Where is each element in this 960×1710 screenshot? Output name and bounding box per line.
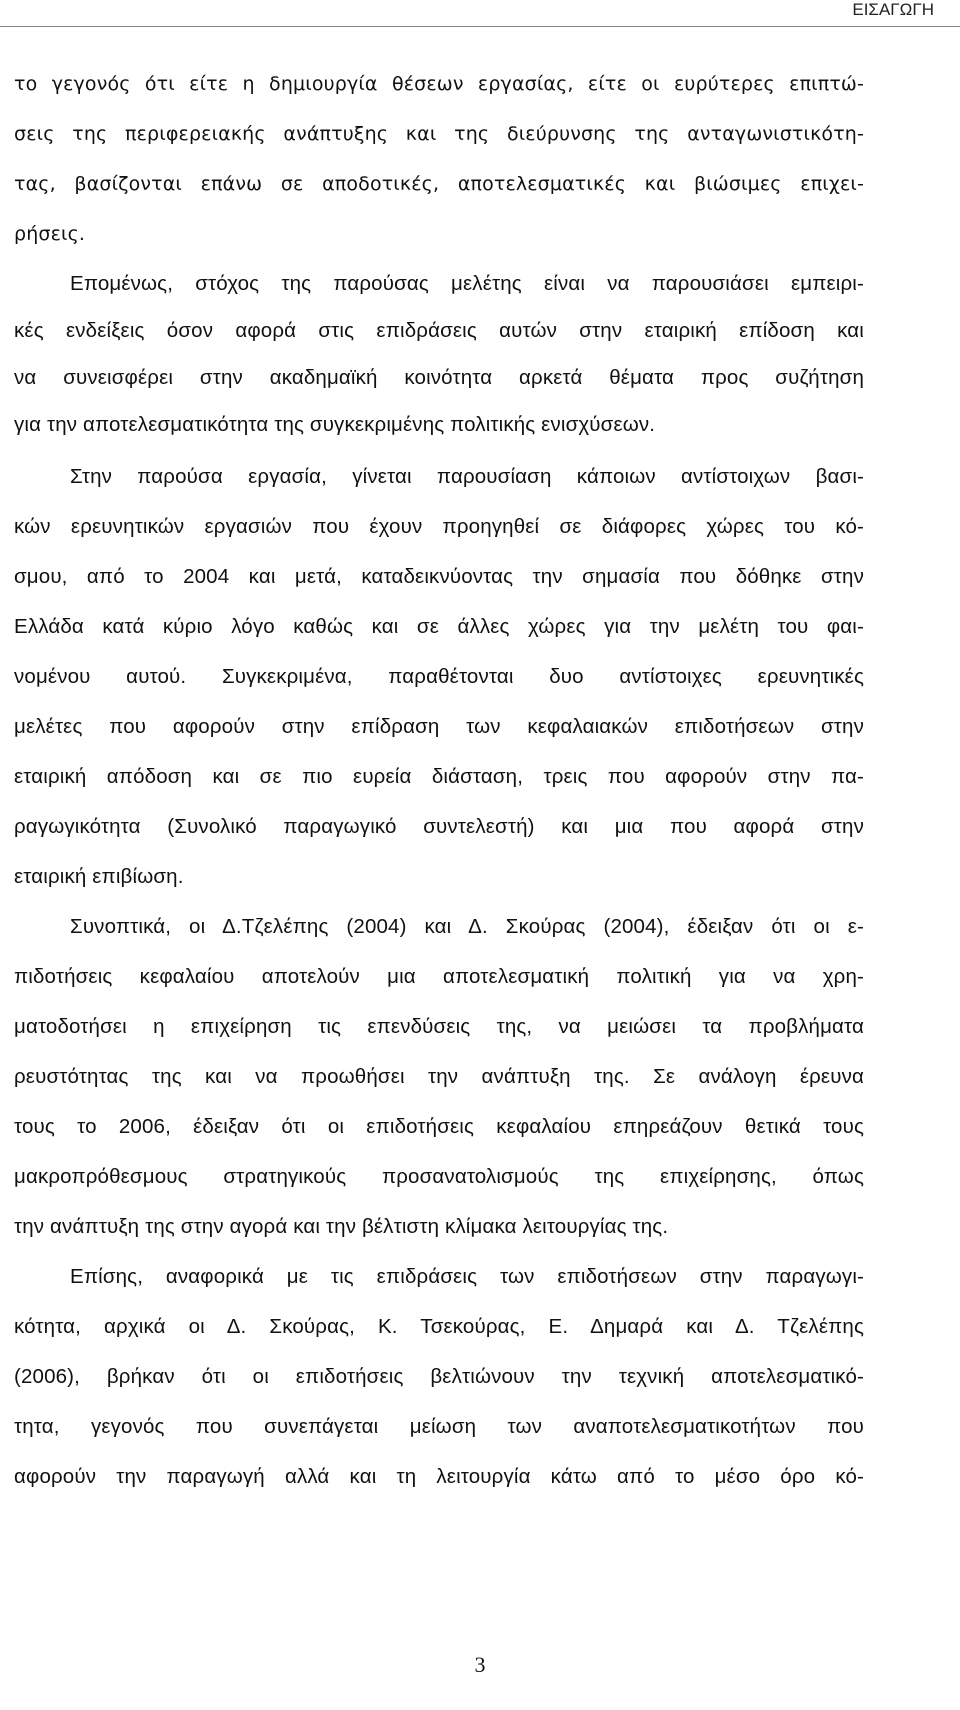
text-line: τας, βασίζονται επάνω σε αποδοτικές, αποτελεσματικές και βιώσιμες επιχει- (14, 173, 864, 195)
text-line: σμου, από το 2004 και μετά, καταδεικνύοντας την σημασία που δόθηκε στην (14, 565, 864, 588)
text-line: για την αποτελεσματικότητα της συγκεκριμένης πολιτικής ενισχύσεων. (14, 413, 656, 436)
text-line: Επομένως, στόχος της παρούσας μελέτης είναι να παρουσιάσει εμπειρι- (70, 272, 864, 295)
header-rule (0, 26, 960, 27)
text-line: να συνεισφέρει στην ακαδημαϊκή κοινότητα αρκετά θέματα προς συζήτηση (14, 366, 864, 389)
text-line: Συνοπτικά, οι Δ.Τζελέπης (2004) και Δ. Σκούρας (2004), έδειξαν ότι οι ε- (70, 915, 864, 938)
text-line: Επίσης, αναφορικά με τις επιδράσεις των επιδοτήσεων στην παραγωγι- (70, 1265, 864, 1288)
text-line: (2006), βρήκαν ότι οι επιδοτήσεις βελτιώνουν την τεχνική αποτελεσματικό- (14, 1365, 864, 1388)
text-line: αφορούν την παραγωγή αλλά και τη λειτουργία κάτω από το μέσο όρο κό- (14, 1465, 864, 1488)
page-number: 3 (474, 1652, 486, 1677)
running-header: ΕΙΣΑΓΩΓΗ (852, 0, 934, 19)
text-line: ματοδοτήσει η επιχείρηση τις επενδύσεις της, να μειώσει τα προβλήματα (14, 1015, 864, 1038)
text-line: μελέτες που αφορούν στην επίδραση των κεφαλαιακών επιδοτήσεων στην (14, 715, 864, 738)
text-line: κότητα, αρχικά οι Δ. Σκούρας, Κ. Τσεκούρας, Ε. Δημαρά και Δ. Τζελέπης (14, 1315, 864, 1338)
text-line: κών ερευνητικών εργασιών που έχουν προηγηθεί σε διάφορες χώρες του κό- (14, 515, 864, 538)
text-line: εταιρική επιβίωση. (14, 865, 184, 888)
text-line: σεις της περιφερειακής ανάπτυξης και της διεύρυνσης της ανταγωνιστικότη- (14, 123, 864, 145)
text-line: το γεγονός ότι είτε η δημιουργία θέσεων εργασίας, είτε οι ευρύτερες επιπτώ- (14, 73, 864, 95)
text-line: τους το 2006, έδειξαν ότι οι επιδοτήσεις κεφαλαίου επηρεάζουν θετικά τους (14, 1115, 864, 1138)
text-line: μακροπρόθεσμους στρατηγικούς προσανατολισμούς της επιχείρησης, όπως (14, 1165, 864, 1188)
text-line: εταιρική απόδοση και σε πιο ευρεία διάσταση, τρεις που αφορούν στην πα- (14, 765, 864, 788)
text-line: Ελλάδα κατά κύριο λόγο καθώς και σε άλλες χώρες για την μελέτη του φαι- (14, 615, 864, 638)
text-line: πιδοτήσεις κεφαλαίου αποτελούν μια αποτελεσματική πολιτική για να χρη- (14, 965, 864, 988)
text-line: κές ενδείξεις όσον αφορά στις επιδράσεις αυτών στην εταιρική επίδοση και (14, 319, 864, 342)
text-line: ρήσεις. (14, 223, 86, 245)
text-line: Στην παρούσα εργασία, γίνεται παρουσίαση κάποιων αντίστοιχων βασι- (70, 465, 864, 488)
text-line: νομένου αυτού. Συγκεκριμένα, παραθέτονται δυο αντίστοιχες ερευνητικές (14, 665, 864, 688)
text-line: ραγωγικότητα (Συνολικό παραγωγικό συντελεστή) και μια που αφορά στην (14, 815, 864, 838)
text-line: την ανάπτυξη της στην αγορά και την βέλτιστη κλίμακα λειτουργίας της. (14, 1215, 669, 1238)
text-line: ρευστότητας της και να προωθήσει την ανάπτυξη της. Σε ανάλογη έρευνα (14, 1065, 864, 1088)
text-line: τητα, γεγονός που συνεπάγεται μείωση των αναποτελεσματικοτήτων που (14, 1415, 864, 1438)
